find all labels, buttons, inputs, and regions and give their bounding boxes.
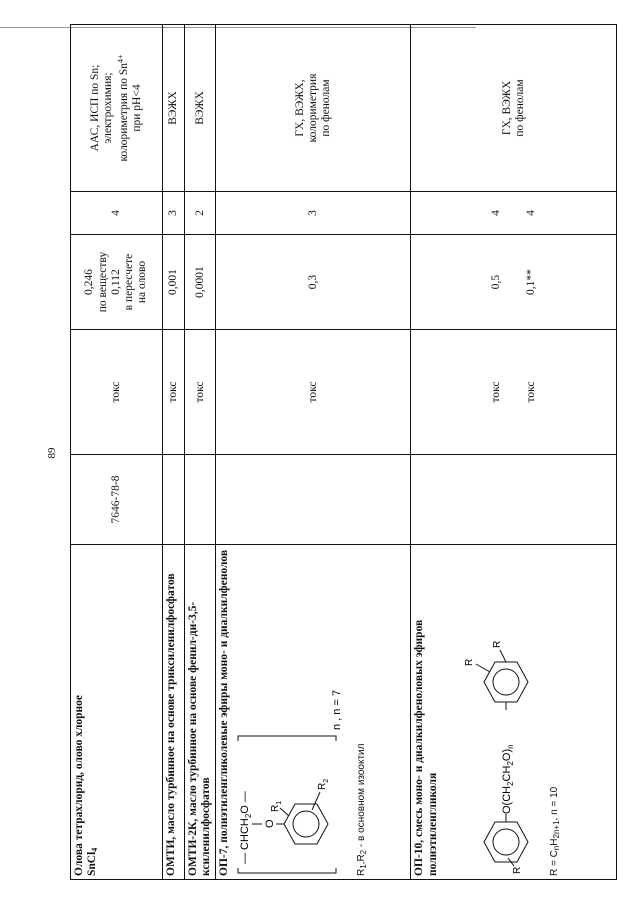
substance-name: ОМТИ, масло турбинное на основе триксиленилфосфатов (165, 573, 177, 876)
hazard-cell: токс (71, 330, 163, 455)
hazard-cell: токс (216, 330, 411, 455)
value-cell: 0,5 0,1** (411, 235, 617, 330)
value-cell: 0,001 (163, 235, 185, 330)
method-cell: ААС, ИСП по Sn; электрохимия; колориметрия по $Sn^{4+}$ при pH<4 (71, 25, 163, 192)
op10-structure-formula (440, 556, 545, 876)
substance-name: ОП-10, смесь моно- и диалкилфеноловых эфиров полиэтиленгликоля (413, 619, 439, 876)
substance-name-cell (185, 545, 216, 880)
class-cell: 2 (185, 192, 216, 235)
cas-cell (185, 455, 216, 545)
substance-formula: SnCl$_4$ (86, 847, 100, 876)
table-row (163, 25, 185, 880)
benzene-ring-icon (484, 822, 528, 862)
table-row (411, 25, 617, 880)
substance-name-cell (163, 545, 185, 880)
op7-structure-formula (232, 556, 352, 876)
benzene-ring-icon (484, 662, 528, 702)
cas-cell (411, 455, 617, 545)
r2-label: $R_2$ (316, 778, 330, 790)
op10-note: $R = C_nH_{2n+1}$, n = 10 (549, 786, 562, 876)
op7-note: $R_1,R_2$ - в основном изооктил (355, 743, 368, 876)
class-cell: 3 (163, 192, 185, 235)
method-cell: ГХ, ВЭЖХ, колориметрия по фенолам (216, 25, 411, 192)
substance-name: Олова тетрахлорид, олово хлорное (73, 694, 85, 876)
substance-name-cell (71, 545, 163, 880)
method-cell: ВЭЖХ (185, 25, 216, 192)
chain-text: $O(CH_2CH_2O)_n$ (500, 744, 515, 814)
value-cell: 0,0001 (185, 235, 216, 330)
hazard-cell: токс токс (411, 330, 617, 455)
method-cell: ГХ, ВЭЖХ по фенолам (411, 25, 617, 192)
benzene-ring-icon (284, 804, 328, 844)
rotated-table-sheet (70, 25, 615, 880)
substance-name: ОМТИ-2К, масло турбинное на основе фенил-ди-3,5-ксиленилфосфатов (187, 601, 213, 876)
oxygen-label: O (263, 819, 276, 828)
substance-name-cell (216, 545, 411, 880)
repeat-index-label: n , n = 7 (330, 689, 343, 730)
value-cell: 0,246 по веществу 0,112 в пересчете на олово (71, 235, 163, 330)
table-row (185, 25, 216, 880)
r1-label: $R_1$ (269, 800, 283, 812)
chain-text: — $CHCH_2O$ — (238, 791, 253, 864)
cas-cell (216, 455, 411, 545)
hazard-cell: токс (163, 330, 185, 455)
table-row (216, 25, 411, 880)
class-cell: 4 (71, 192, 163, 235)
class-cell: 4 4 (411, 192, 617, 235)
hazard-cell: токс (185, 330, 216, 455)
page-number: 89 (46, 447, 58, 459)
substance-name-cell (411, 545, 617, 880)
substance-name: ОП-7, полиэтиленгликолевые эфиры моно- и диалкилфенолов (218, 549, 231, 876)
substances-table (70, 24, 617, 880)
r-top-label: R (463, 658, 475, 666)
cas-cell (163, 455, 185, 545)
r-right-label: R (491, 640, 503, 648)
method-cell: ВЭЖХ (163, 25, 185, 192)
table-row (71, 25, 163, 880)
class-cell: 3 (216, 192, 411, 235)
cas-cell: 7646-78-8 (71, 455, 163, 545)
value-cell: 0,3 (216, 235, 411, 330)
r-left-label: R (511, 866, 523, 874)
